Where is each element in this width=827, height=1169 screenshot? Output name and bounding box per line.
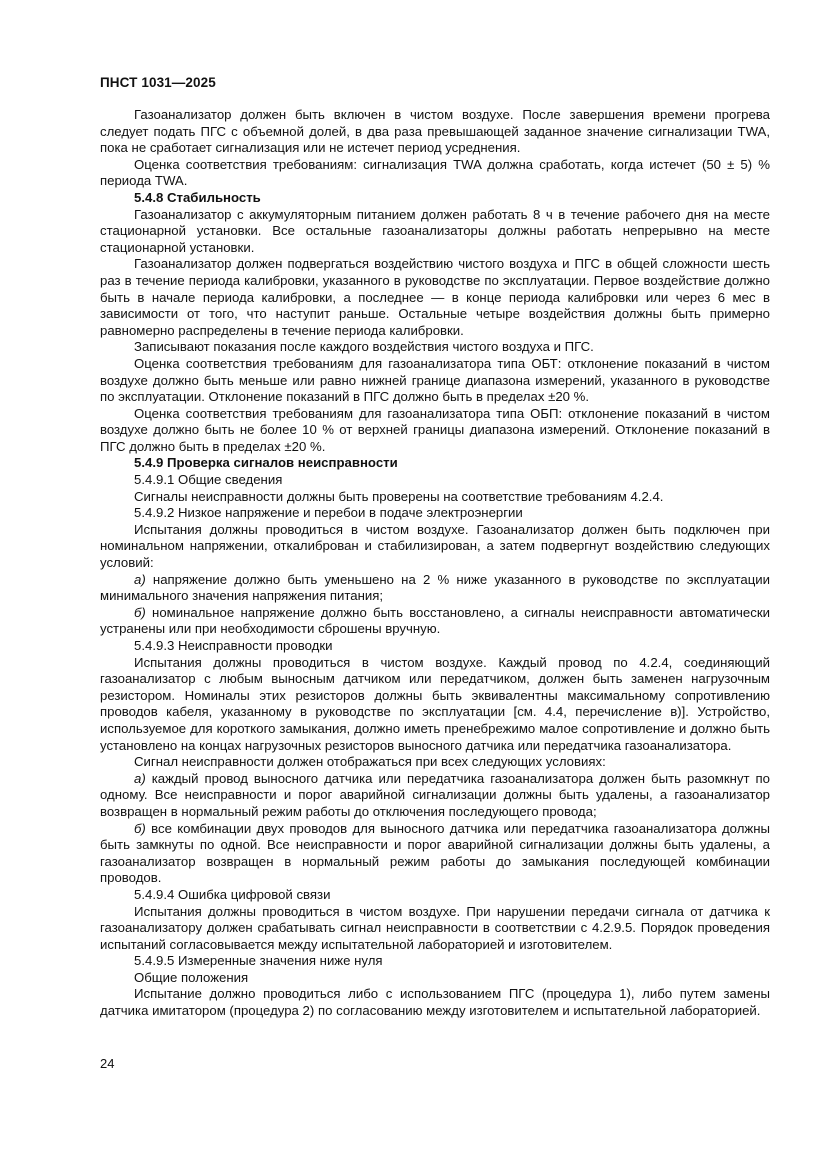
paragraph: Сигналы неисправности должны быть проверены на соответствие требованиям 4.2.4. [134,488,664,504]
paragraph: Оценка соответствия требованиям для газоанализатора типа ОБП: отклонение показаний в чистом воздухе должно быть не более 10 % от верхней границы диапазона измерений. Отклонение показаний в ПГС должно быть в пределах ±20 %. [100,405,770,454]
list-item-text: напряжение должно быть уменьшено на 2 % ниже указанного в руководстве по эксплуатации минимального значения напряжения питания; [100,571,770,604]
page-number: 24 [100,1056,115,1071]
list-item [100,821,770,887]
list-item-text: номинальное напряжение должно быть восстановлено, а сигналы неисправности автоматически устранены или при необходимости сброшены вручную. [100,604,770,637]
section-heading-5-4-8: 5.4.8 Стабильность [134,189,261,205]
paragraph: Испытания должны проводиться в чистом воздухе. При нарушении передачи сигнала от датчика к газоанализатору должен срабатывать сигнал неисправности в соответствии с 4.2.9.5. Порядок проведения испытаний согласовывается между испытательной лабораторией и изготовителем. [100,903,770,952]
list-item [100,605,770,638]
paragraph: Испытание должно проводиться либо с использованием ПГС (процедура 1), либо путем замены датчика имитатором (процедура 2) по согласованию между изготовителем и испытательной лабораторией. [100,986,770,1019]
paragraph: Испытания должны проводиться в чистом воздухе. Каждый провод по 4.2.4, соединяющий газоанализатор с любым выносным датчиком или передатчиком, должен быть заменен нагрузочным резистором. Номиналы этих резисторов должны быть эквивалентны максимальному сопротивлению проводов кабеля, указанному в руководстве по эксплуатации [см. 4.4, перечисление в)]. Устройство, используемое для короткого замыкания, должно иметь пренебрежимо малое сопротивление и должно быть установлено на концах нагрузочных резисторов выносного датчика или передатчика газоанализатора. [100,654,770,753]
subsection-heading: 5.4.9.1 Общие сведения [134,472,283,488]
list-marker: б) [134,820,146,836]
subsection-heading: 5.4.9.4 Ошибка цифровой связи [134,886,331,902]
subsection-heading: 5.4.9.3 Неисправности проводки [134,638,333,653]
subheading: Общие положения [134,969,249,985]
list-marker: а) [134,770,146,786]
subsection-heading: 5.4.9.2 Низкое напряжение и перебои в подаче электроэнергии [134,505,523,521]
list-marker: а) [134,571,146,587]
paragraph: Газоанализатор должен быть включен в чистом воздухе. После завершения времени прогрева следует подать ПГС с объемной долей, в два раза превышающей заданное значение сигнализации TWA, пока не сработает сигнализация или не истечет период усреднения. [100,107,770,156]
paragraph: Записывают показания после каждого воздействия чистого воздуха и ПГС. [134,339,594,355]
subsection-heading: 5.4.9.5 Измеренные значения ниже нуля [134,953,383,969]
document-id-header: ПНСТ 1031—2025 [100,75,216,90]
list-item-text: все комбинации двух проводов для выносного датчика или передатчика газоанализатора должны быть замкнуты по одной. Все неисправности и порог аварийной сигнализации должны быть удалены, а газоанализатор возвращен в нормальный режим работы до замыкания последующей комбинации проводов. [100,820,771,886]
paragraph: Газоанализатор с аккумуляторным питанием должен работать 8 ч в течение рабочего дня на месте стационарной установки. Все остальные газоанализаторы должны работать непрерывно на месте стационарной установки. [100,206,770,255]
paragraph: Оценка соответствия требованиям: сигнализация TWA должна сработать, когда истечет (50 ± 5) % периода TWA. [100,156,770,189]
paragraph: Газоанализатор должен подвергаться воздействию чистого воздуха и ПГС в общей сложности шесть раз в течение периода калибровки, указанного в руководстве по эксплуатации. Первое воздействие должно быть в начале периода калибровки, а последнее — в конце периода калибровки или через 6 мес в зависимости от того, что наступит раньше. Остальные четыре воздействия должны быть примерно равномерно распределены в течение периода калибровки. [100,256,770,338]
list-marker: б) [134,604,146,620]
document-body [100,107,770,1020]
list-item [100,771,770,821]
list-item-text: каждый провод выносного датчика или передатчика газоанализатора должен быть разомкнут по одному. Все неисправности и порог аварийной сигнализации должны быть удалены, а газоанализатор возвращен в нормальный режим работы до отключения последующего провода; [100,770,770,819]
paragraph: Сигнал неисправности должен отображаться при всех следующих условиях: [134,754,606,770]
section-heading-5-4-9: 5.4.9 Проверка сигналов неисправности [134,455,398,471]
list-item [100,572,770,605]
paragraph: Испытания должны проводиться в чистом воздухе. Газоанализатор должен быть подключен при номинальном напряжении, откалиброван и стабилизирован, а затем подвергнут воздействию следующих условий: [100,521,770,571]
paragraph: Оценка соответствия требованиям для газоанализатора типа ОБТ: отклонение показаний в чистом воздухе должно быть меньше или равно нижней границе диапазона измерений, указанного в руководстве по эксплуатации. Отклонение показаний в ПГС должно быть в пределах ±20 %. [100,355,770,405]
